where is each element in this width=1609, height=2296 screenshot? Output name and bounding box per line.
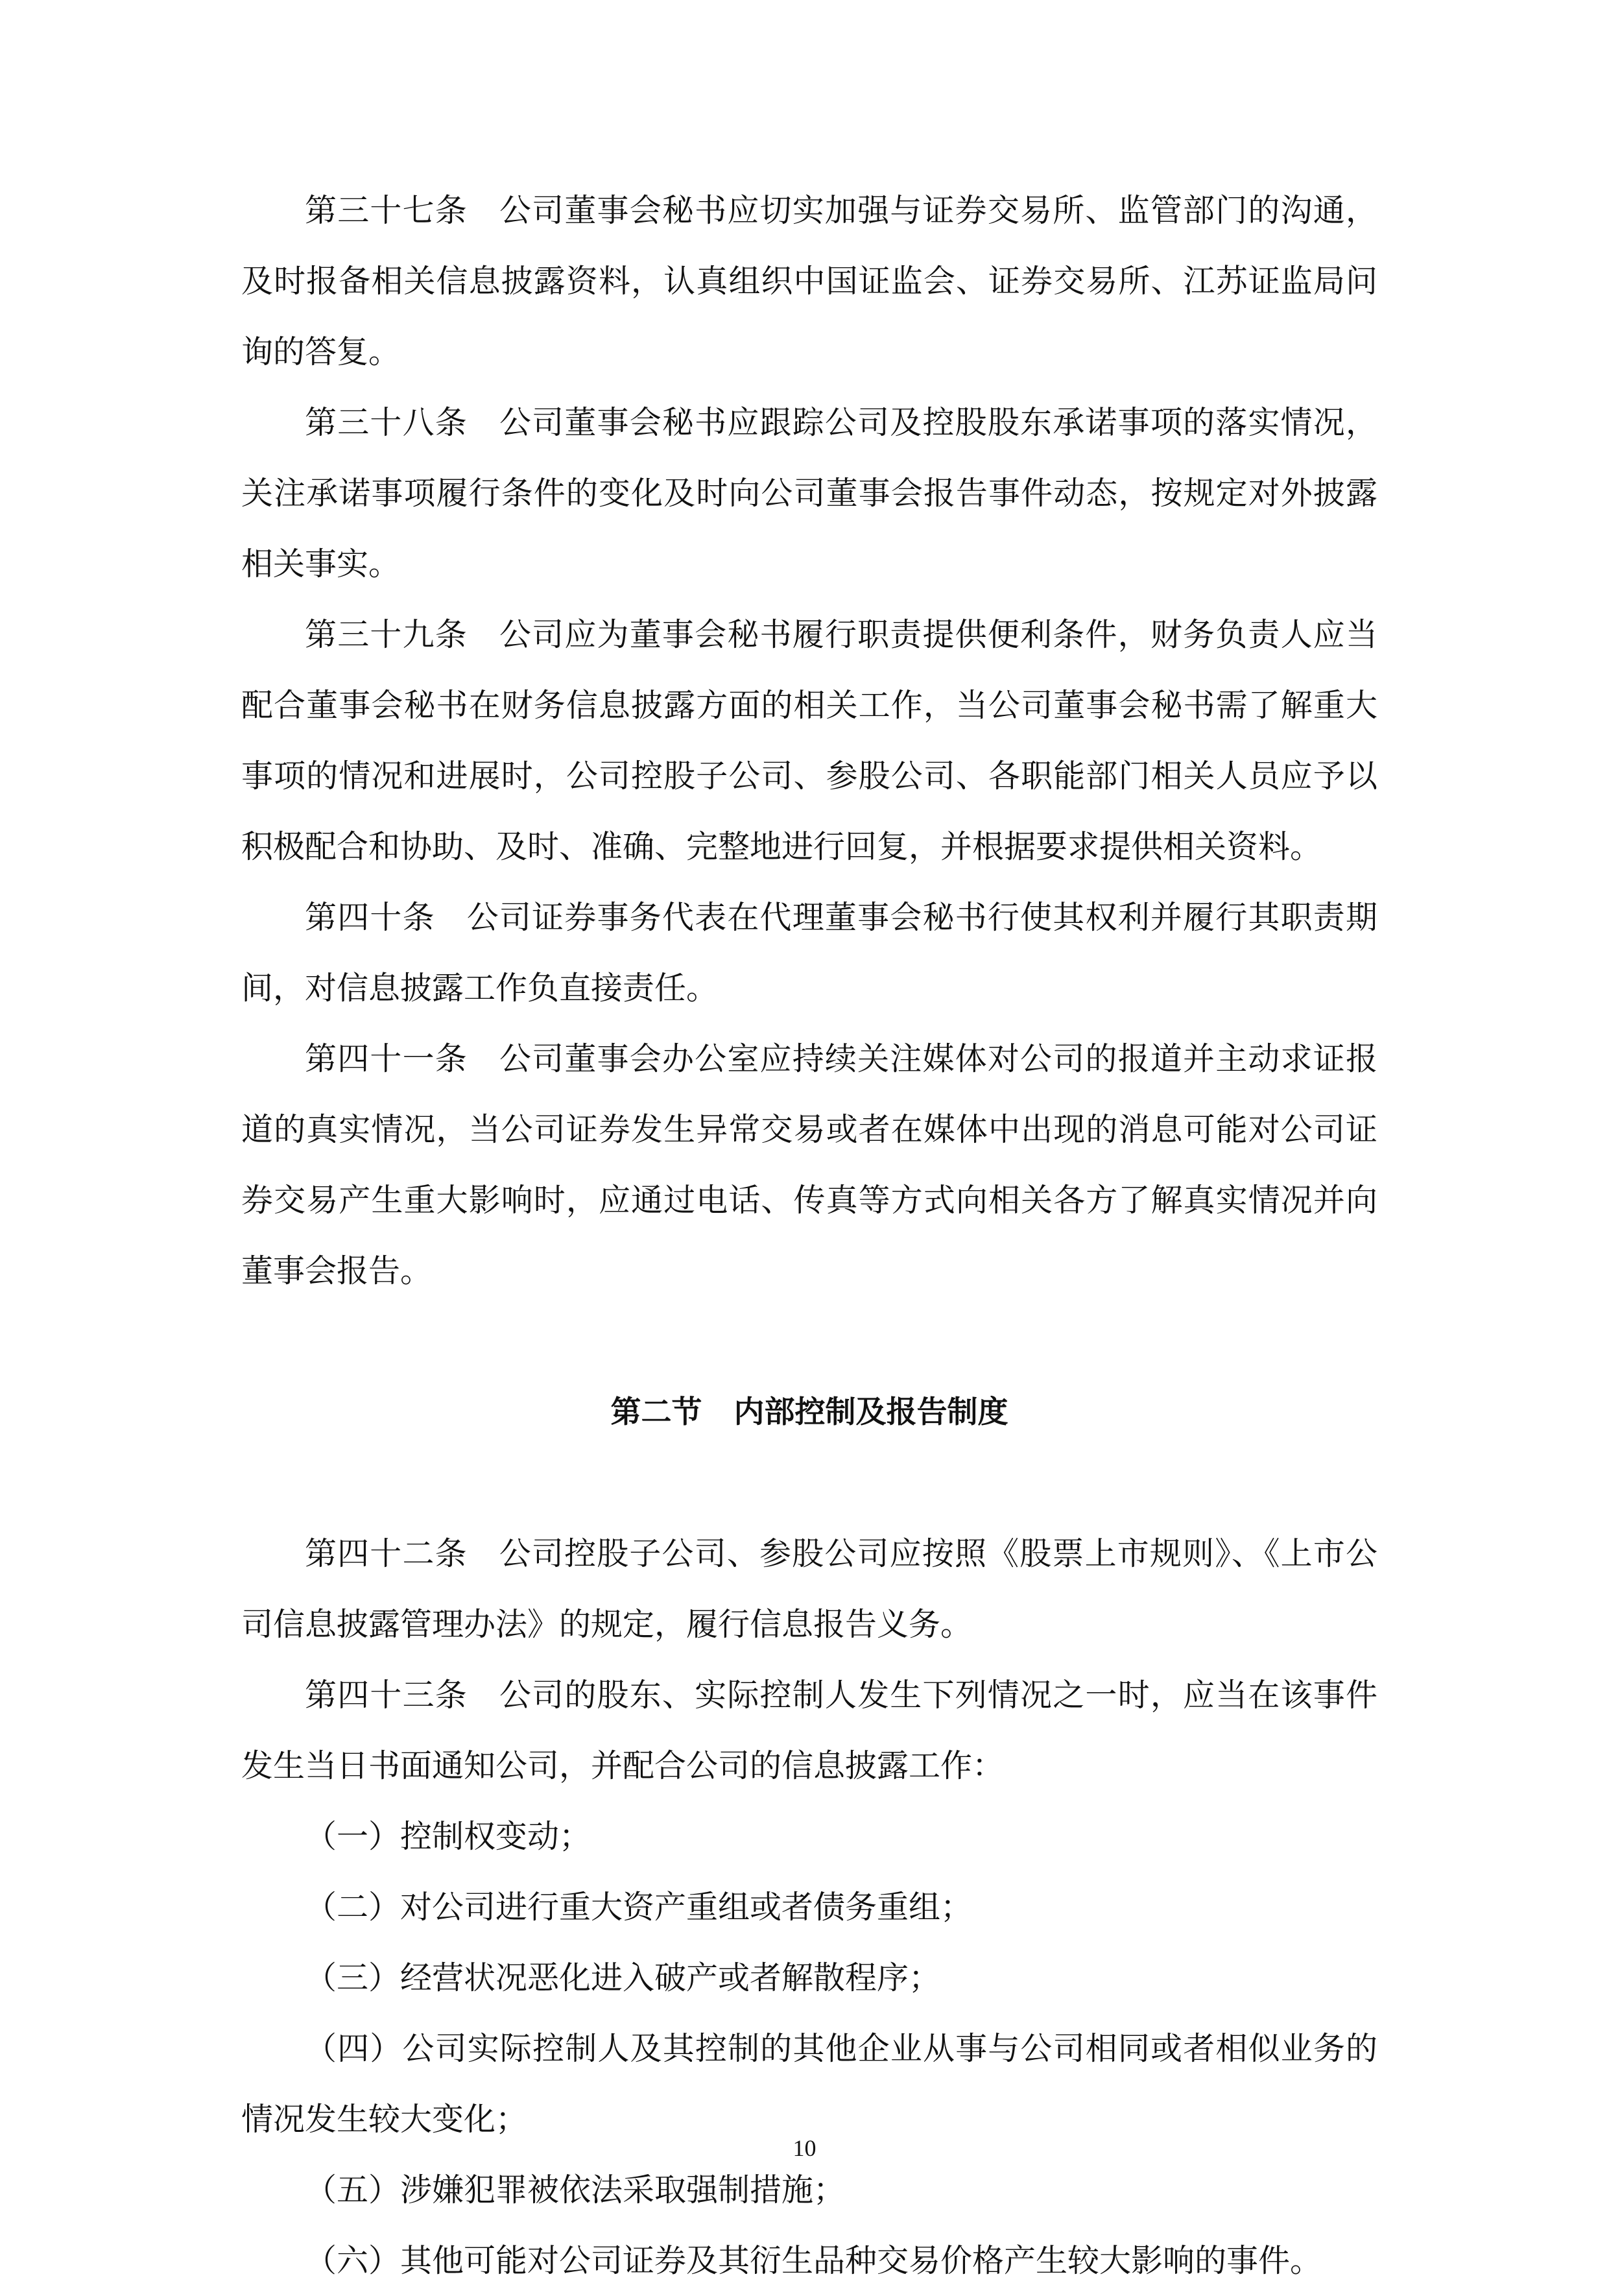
article-text: 公司证券事务代表在代理董事会秘书行使其权利并履行其职责期间，对信息披露工作负直接责任。: [241, 899, 1377, 1007]
article-38: [241, 387, 1377, 599]
article-text: 公司董事会秘书应切实加强与证券交易所、监管部门的沟通，及时报备相关信息披露资料，认真组织中国证监会、证券交易所、江苏证监局问询的答复。: [241, 192, 1377, 370]
article-number: 第四十三条: [305, 1677, 468, 1714]
list-item-1: （一）控制权变动；: [305, 1818, 591, 1855]
article-text: 公司应为董事会秘书履行职责提供便利条件，财务负责人应当配合董事会秘书在财务信息披露方面的相关工作，当公司董事会秘书需了解重大事项的情况和进展时，公司控股子公司、参股公司、各职能部门相关人员应予以积极配合和协助、及时、准确、完整地进行回复，并根据要求提供相关资料。: [241, 616, 1377, 865]
article-42: [241, 1518, 1377, 1660]
article-text: 公司的股东、实际控制人发生下列情况之一时，应当在该事件发生当日书面通知公司，并配合公司的信息披露工作：: [241, 1677, 1377, 1784]
article-41: [241, 1023, 1377, 1306]
article-39: [241, 599, 1377, 882]
section-title: 内部控制及报告制度: [733, 1394, 1008, 1430]
list-item-5: （五）涉嫌犯罪被依法采取强制措施；: [305, 2171, 846, 2208]
document-body: [241, 175, 1377, 2296]
article-number: 第四十二条: [305, 1535, 468, 1572]
article-number: 第四十条: [305, 899, 435, 936]
article-43: [241, 1660, 1377, 1801]
section-heading: [241, 1377, 1377, 1448]
page-number: 10: [793, 2135, 816, 2161]
article-37: [241, 175, 1377, 387]
article-number: 第四十一条: [305, 1040, 468, 1077]
list-item-4: （四）公司实际控制人及其控制的其他企业从事与公司相同或者相似业务的情况发生较大变化；: [241, 2030, 1377, 2138]
list-item-2: （二）对公司进行重大资产重组或者债务重组；: [305, 1889, 973, 1926]
list-item-6: （六）其他可能对公司证券及其衍生品种交易价格产生较大影响的事件。: [305, 2242, 1322, 2279]
section-number: 第二节: [610, 1394, 702, 1430]
list-item-3: （三）经营状况恶化进入破产或者解散程序；: [305, 1959, 941, 1996]
article-number: 第三十九条: [305, 616, 468, 653]
article-text: 公司董事会秘书应跟踪公司及控股股东承诺事项的落实情况，关注承诺事项履行条件的变化及时向公司董事会报告事件动态，按规定对外披露相关事实。: [241, 404, 1377, 582]
article-text: 公司董事会办公室应持续关注媒体对公司的报道并主动求证报道的真实情况，当公司证券发生异常交易或者在媒体中出现的消息可能对公司证券交易产生重大影响时，应通过电话、传真等方式向相关各方了解真实情况并向董事会报告。: [241, 1040, 1377, 1289]
article-number: 第三十七条: [305, 192, 468, 229]
article-text: 公司控股子公司、参股公司应按照《股票上市规则》、《上市公司信息披露管理办法》的规定，履行信息报告义务。: [241, 1535, 1377, 1643]
article-number: 第三十八条: [305, 404, 468, 441]
article-40: [241, 882, 1377, 1023]
